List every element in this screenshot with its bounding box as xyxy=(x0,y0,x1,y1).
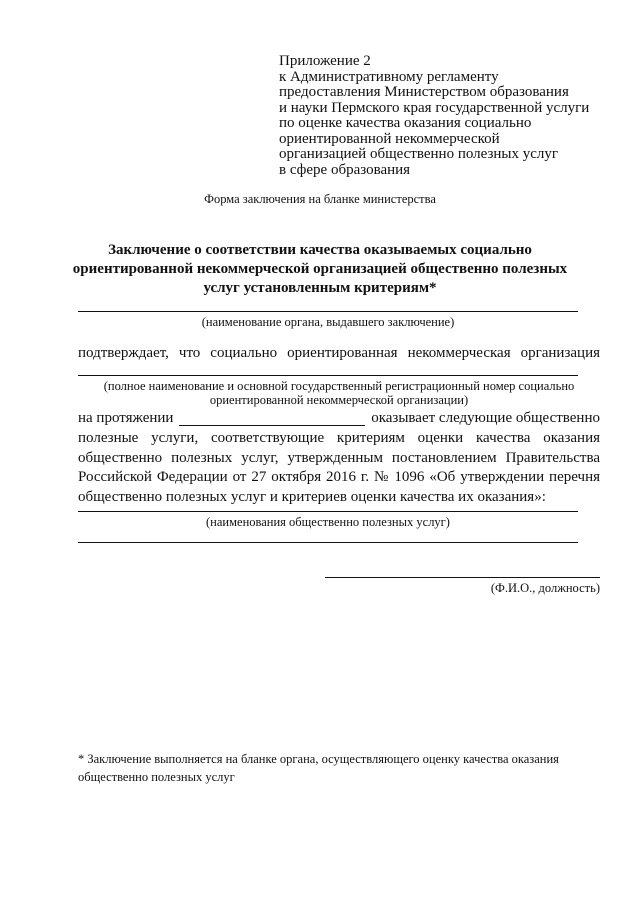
appendix-line: в сфере образования xyxy=(279,161,411,178)
issuing-body-caption: (наименование органа, выдавшего заключение) xyxy=(201,315,455,329)
during-suffix: оказывает следующие общественно xyxy=(371,410,600,426)
period-field-line[interactable] xyxy=(179,425,365,426)
during-line xyxy=(78,409,600,429)
form-note: Форма заключения на бланке министерства xyxy=(204,192,436,206)
appendix-line: ориентированной некоммерческой xyxy=(279,130,500,147)
appendix-line: и науки Пермского края государственной услуги xyxy=(279,99,590,116)
appendix-line: предоставления Министерством образования xyxy=(279,84,569,100)
issuing-body-field-line[interactable] xyxy=(78,311,578,312)
organization-field-line[interactable] xyxy=(78,375,578,376)
services-paragraph: полезные услуги, соответствующие критериям оценки качества оказания общественно полезных услуг, утвержденным постановлением Правительства Российской Федерации от 27 октября 2016 г. № 1096 «Об утверждении перечня общественно полезных услуг и критериев оценки качества их оказания»: xyxy=(78,430,600,505)
services-field-line-2[interactable] xyxy=(78,542,578,543)
appendix-line: по оценке качества оказания социально xyxy=(279,115,532,131)
organization-caption: (полное наименование и основной государственный регистрационный номер социально ориентированной некоммерческой организации) xyxy=(103,379,575,407)
title-line: Заключение о соответствии качества оказываемых социально xyxy=(108,242,532,258)
appendix-line: Приложение 2 xyxy=(279,53,371,69)
signature-caption: (Ф.И.О., должность) xyxy=(490,581,600,595)
services-field-line[interactable] xyxy=(78,511,578,512)
title-line: ориентированной некоммерческой организацией общественно полезных xyxy=(72,261,568,277)
services-caption: (наименования общественно полезных услуг) xyxy=(206,515,450,529)
appendix-header xyxy=(279,54,609,178)
appendix-line: к Административному регламенту xyxy=(279,68,499,85)
during-prefix: на протяжении xyxy=(78,410,174,426)
signature-field-line[interactable] xyxy=(325,577,600,578)
title-line: услуг установленным критериям* xyxy=(203,280,437,296)
confirms-text: подтверждает, что социально ориентированная некоммерческая организация xyxy=(78,345,600,361)
footnote-line: * Заключение выполняется на бланке органа, осуществляющего оценку качества оказания xyxy=(78,752,559,766)
document-title xyxy=(60,241,580,298)
appendix-line: организацией общественно полезных услуг xyxy=(279,146,559,162)
footnote xyxy=(78,750,598,786)
footnote-line: общественно полезных услуг xyxy=(78,770,235,784)
